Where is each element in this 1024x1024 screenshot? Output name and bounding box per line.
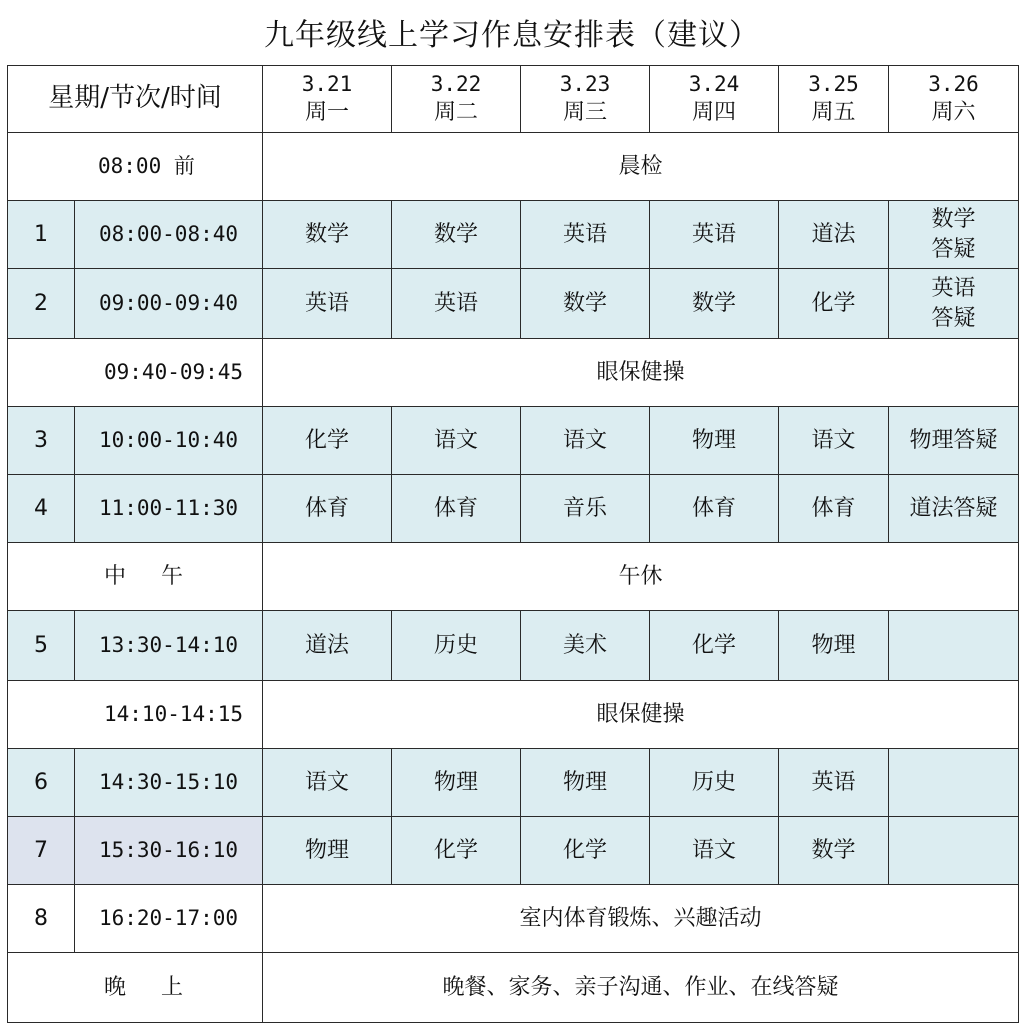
subject-cell: 英语 xyxy=(392,269,521,339)
period-number: 4 xyxy=(8,475,75,543)
activity-cell: 晚餐、家务、亲子沟通、作业、在线答疑 xyxy=(263,953,1019,1023)
subject-cell: 化学 xyxy=(392,817,521,885)
subject-cell: 体育 xyxy=(779,475,889,543)
weekday-label: 周四 xyxy=(691,100,736,126)
date-label: 3.21 xyxy=(301,71,353,96)
subject-cell: 数学 xyxy=(779,817,889,885)
table-row xyxy=(8,269,1019,339)
subject-line: 数学 xyxy=(931,206,976,232)
period-number: 5 xyxy=(8,611,75,681)
subject-cell: 体育 xyxy=(392,475,521,543)
subject-cell: 英语 xyxy=(650,201,779,269)
subject-cell: 英语 xyxy=(263,269,392,339)
period-time: 16:20-17:00 xyxy=(75,885,263,953)
subject-cell: 数学 xyxy=(392,201,521,269)
weekday-label: 周一 xyxy=(304,100,349,126)
period-time: 15:30-16:10 xyxy=(75,817,263,885)
subject-cell: 化学 xyxy=(263,407,392,475)
subject-cell xyxy=(889,201,1019,269)
subject-cell: 体育 xyxy=(263,475,392,543)
period-time: 10:00-10:40 xyxy=(75,407,263,475)
subject-cell: 物理答疑 xyxy=(889,407,1019,475)
activity-cell: 午休 xyxy=(263,543,1019,611)
table-row xyxy=(8,953,1019,1023)
subject-cell: 音乐 xyxy=(521,475,650,543)
period-number: 8 xyxy=(8,885,75,953)
period-number: 6 xyxy=(8,749,75,817)
weekday-label: 周二 xyxy=(433,100,478,126)
subject-cell: 英语 xyxy=(521,201,650,269)
subject-cell: 化学 xyxy=(521,817,650,885)
subject-cell xyxy=(889,611,1019,681)
table-row xyxy=(8,885,1019,953)
subject-cell: 物理 xyxy=(521,749,650,817)
table-row xyxy=(8,611,1019,681)
weekday-label: 周五 xyxy=(811,100,856,126)
table-row xyxy=(8,475,1019,543)
subject-line: 答疑 xyxy=(931,305,976,331)
day-header-wed xyxy=(521,66,650,133)
table-row xyxy=(8,817,1019,885)
subject-cell xyxy=(889,749,1019,817)
time-label: 晚 上 xyxy=(8,953,263,1023)
subject-cell: 英语 xyxy=(779,749,889,817)
subject-cell: 数学 xyxy=(521,269,650,339)
subject-cell: 道法 xyxy=(779,201,889,269)
table-row xyxy=(8,749,1019,817)
subject-cell: 物理 xyxy=(779,611,889,681)
date-label: 3.25 xyxy=(808,71,859,96)
subject-cell: 数学 xyxy=(263,201,392,269)
subject-cell xyxy=(889,269,1019,339)
table-row xyxy=(8,681,1019,749)
table-row xyxy=(8,407,1019,475)
date-label: 3.22 xyxy=(430,71,482,96)
period-time: 09:00-09:40 xyxy=(75,269,263,339)
day-header-fri xyxy=(779,66,889,133)
subject-cell xyxy=(889,817,1019,885)
subject-cell: 语文 xyxy=(650,817,779,885)
date-label: 3.23 xyxy=(559,71,611,96)
activity-cell: 眼保健操 xyxy=(263,339,1019,407)
subject-cell: 道法答疑 xyxy=(889,475,1019,543)
table-row xyxy=(8,339,1019,407)
subject-cell: 物理 xyxy=(392,749,521,817)
subject-cell: 语文 xyxy=(263,749,392,817)
activity-cell: 室内体育锻炼、兴趣活动 xyxy=(263,885,1019,953)
subject-cell: 化学 xyxy=(779,269,889,339)
time-label: 09:40-09:45 xyxy=(8,339,263,407)
table-row xyxy=(8,543,1019,611)
subject-cell: 历史 xyxy=(392,611,521,681)
subject-cell: 化学 xyxy=(650,611,779,681)
time-label: 14:10-14:15 xyxy=(8,681,263,749)
period-time: 13:30-14:10 xyxy=(75,611,263,681)
day-header-sat xyxy=(889,66,1019,133)
activity-cell: 眼保健操 xyxy=(263,681,1019,749)
subject-cell: 语文 xyxy=(521,407,650,475)
subject-cell: 美术 xyxy=(521,611,650,681)
subject-cell: 体育 xyxy=(650,475,779,543)
day-header-tue xyxy=(392,66,521,133)
period-number: 1 xyxy=(8,201,75,269)
period-number: 3 xyxy=(8,407,75,475)
subject-cell: 物理 xyxy=(263,817,392,885)
subject-cell: 历史 xyxy=(650,749,779,817)
subject-cell: 数学 xyxy=(650,269,779,339)
corner-header: 星期/节次/时间 xyxy=(8,66,263,133)
date-label: 3.26 xyxy=(928,71,979,96)
weekday-label: 周六 xyxy=(931,100,976,126)
page-title: 九年级线上学习作息安排表（建议） xyxy=(264,18,760,53)
period-time: 14:30-15:10 xyxy=(75,749,263,817)
table-row xyxy=(8,201,1019,269)
weekday-label: 周三 xyxy=(562,100,607,126)
date-label: 3.24 xyxy=(688,71,740,96)
activity-cell: 晨检 xyxy=(263,133,1019,201)
period-number: 2 xyxy=(8,269,75,339)
subject-line: 英语 xyxy=(931,275,976,301)
time-label: 08:00 前 xyxy=(8,133,263,201)
time-label: 中 午 xyxy=(8,543,263,611)
day-header-thu xyxy=(650,66,779,133)
day-header-mon xyxy=(263,66,392,133)
subject-cell: 物理 xyxy=(650,407,779,475)
schedule-table xyxy=(7,65,1019,1023)
period-time: 08:00-08:40 xyxy=(75,201,263,269)
header-row xyxy=(8,66,1019,133)
period-number: 7 xyxy=(8,817,75,885)
subject-cell: 语文 xyxy=(392,407,521,475)
subject-line: 答疑 xyxy=(931,236,976,262)
subject-cell: 语文 xyxy=(779,407,889,475)
subject-cell: 道法 xyxy=(263,611,392,681)
period-time: 11:00-11:30 xyxy=(75,475,263,543)
table-row xyxy=(8,133,1019,201)
